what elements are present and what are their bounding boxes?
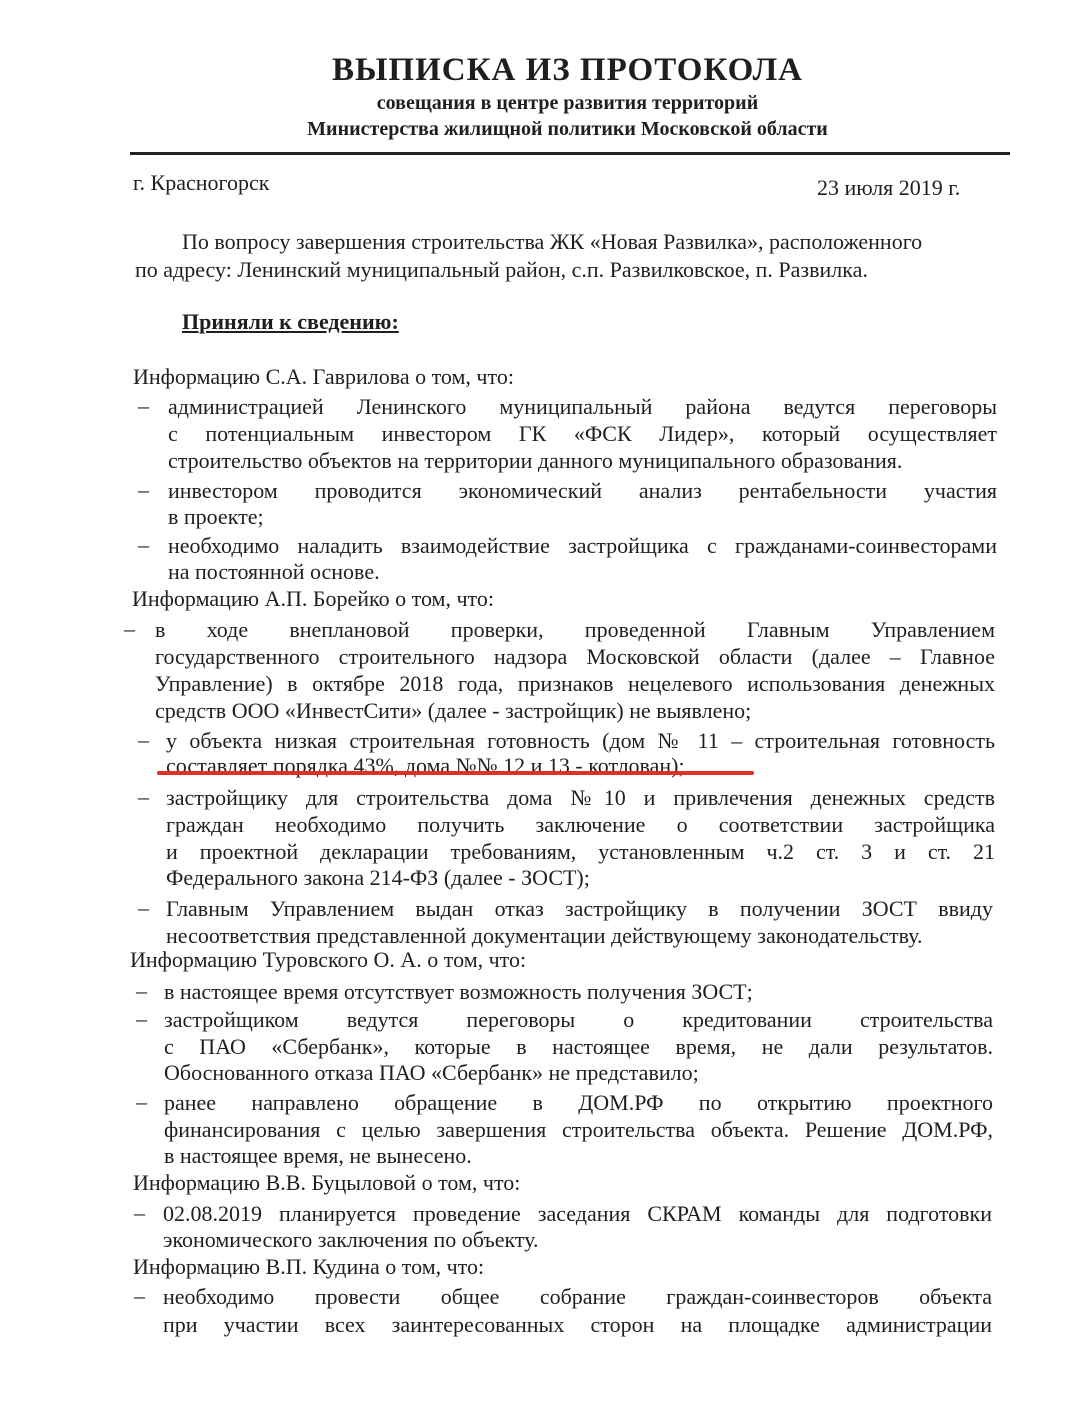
section-heading: Приняли к сведению: (182, 309, 399, 334)
bullet-dash: – (138, 784, 149, 809)
intro-line: по адресу: Ленинский муниципальный район, с.п. Развилковское, п. Развилка. (135, 257, 868, 282)
text-line: государственного строительного надзора Московской области (далее – Главное (155, 644, 995, 669)
text-line: застройщиком ведутся переговоры о кредитовании строительства (164, 1007, 993, 1032)
speaker-heading: Информацию С.А. Гаврилова о том, что: (133, 364, 514, 389)
document-title: ВЫПИСКА ИЗ ПРОТОКОЛА (331, 52, 804, 88)
speaker-heading: Информацию Туровского О. А. о том, что: (130, 947, 527, 972)
speaker-heading: Информацию А.П. Борейко о том, что: (132, 586, 494, 611)
red-underline-mark (157, 771, 754, 775)
text-line: Управление) в октябре 2018 года, признаков нецелевого использования денежных (155, 671, 995, 696)
text-line: на постоянной основе. (168, 559, 380, 584)
bullet-dash: – (124, 616, 135, 641)
text-line: средств ООО «ИнвестСити» (далее - застройщик) не выявлено; (155, 698, 752, 723)
text-line: Главным Управлением выдан отказ застройщику в получении ЗОСТ ввиду (166, 896, 993, 921)
text-line: администрацией Ленинского муниципальный района ведутся переговоры (168, 394, 997, 419)
highlighted-text-line: составляет порядка 43%, дома №№ 12 и 13 - котлован); (166, 753, 685, 778)
text-line: с потенциальным инвестором ГК «ФСК Лидер», который осуществляет (168, 421, 997, 446)
text-line: в настоящее время отсутствует возможность получения ЗОСТ; (164, 979, 753, 1004)
city: г. Красногорск (133, 170, 270, 195)
document-subtitle-ministry: Министерства жилищной политики Московской области (307, 118, 828, 140)
text-line: 02.08.2019 планируется проведение заседания СКРАМ команды для подготовки (163, 1201, 992, 1226)
text-line: с ПАО «Сбербанк», которые в настоящее время, не дали результатов. (164, 1034, 993, 1059)
text-line: ранее направлено обращение в ДОМ.РФ по открытию проектного (164, 1090, 993, 1115)
date: 23 июля 2019 г. (817, 175, 961, 200)
bullet-dash: – (134, 1200, 145, 1225)
bullet-dash: – (138, 477, 149, 502)
document-subtitle: совещания в центре развития территорий (376, 92, 759, 114)
text-line: несоответствия представленной документации действующему законодательству. (166, 923, 923, 948)
text-line: у объекта низкая строительная готовность (дом № 11 – строительная готовность (166, 728, 995, 753)
text-line: в ходе внеплановой проверки, проведенной Главным Управлением (155, 617, 995, 642)
text-line: необходимо провести общее собрание граждан-соинвесторов объекта (163, 1284, 992, 1309)
text-line: и проектной декларации требованиям, установленным ч.2 ст. 3 и ст. 21 (166, 839, 995, 864)
bullet-dash: – (136, 978, 147, 1003)
bullet-dash: – (136, 1006, 147, 1031)
text-line: при участии всех заинтересованных сторон на площадке администрации (163, 1312, 992, 1337)
bullet-dash: – (134, 1283, 145, 1308)
text-line: необходимо наладить взаимодействие застройщика с гражданами-соинвесторами (168, 533, 997, 558)
text-line: в настоящее время, не вынесено. (164, 1143, 472, 1168)
bullet-dash: – (138, 895, 149, 920)
speaker-heading: Информацию В.В. Буцыловой о том, что: (133, 1170, 521, 1195)
bullet-dash: – (138, 393, 149, 418)
header-divider (130, 152, 1010, 155)
text-line: строительство объектов на территории данного муниципального образования. (168, 448, 903, 473)
bullet-dash: – (136, 1089, 147, 1114)
speaker-heading: Информацию В.П. Кудина о том, что: (133, 1254, 485, 1279)
intro-line: По вопросу завершения строительства ЖК «Новая Развилка», расположенного (182, 229, 923, 254)
text-line: в проекте; (168, 504, 264, 529)
text-line: финансирования с целью завершения строительства объекта. Решение ДОМ.РФ, (164, 1117, 993, 1142)
text-line: застройщику для строительства дома №10 и привлечения денежных средств (166, 785, 995, 810)
bullet-dash: – (138, 532, 149, 557)
text-line: Обоснованного отказа ПАО «Сбербанк» не представило; (164, 1060, 699, 1085)
text-line: инвестором проводится экономический анализ рентабельности участия (168, 478, 997, 503)
bullet-dash: – (138, 727, 149, 752)
text-line: экономического заключения по объекту. (163, 1227, 539, 1252)
text-line: граждан необходимо получить заключение о соответствии застройщика (166, 812, 995, 837)
text-line: Федерального закона 214-ФЗ (далее - ЗОСТ); (166, 865, 590, 890)
